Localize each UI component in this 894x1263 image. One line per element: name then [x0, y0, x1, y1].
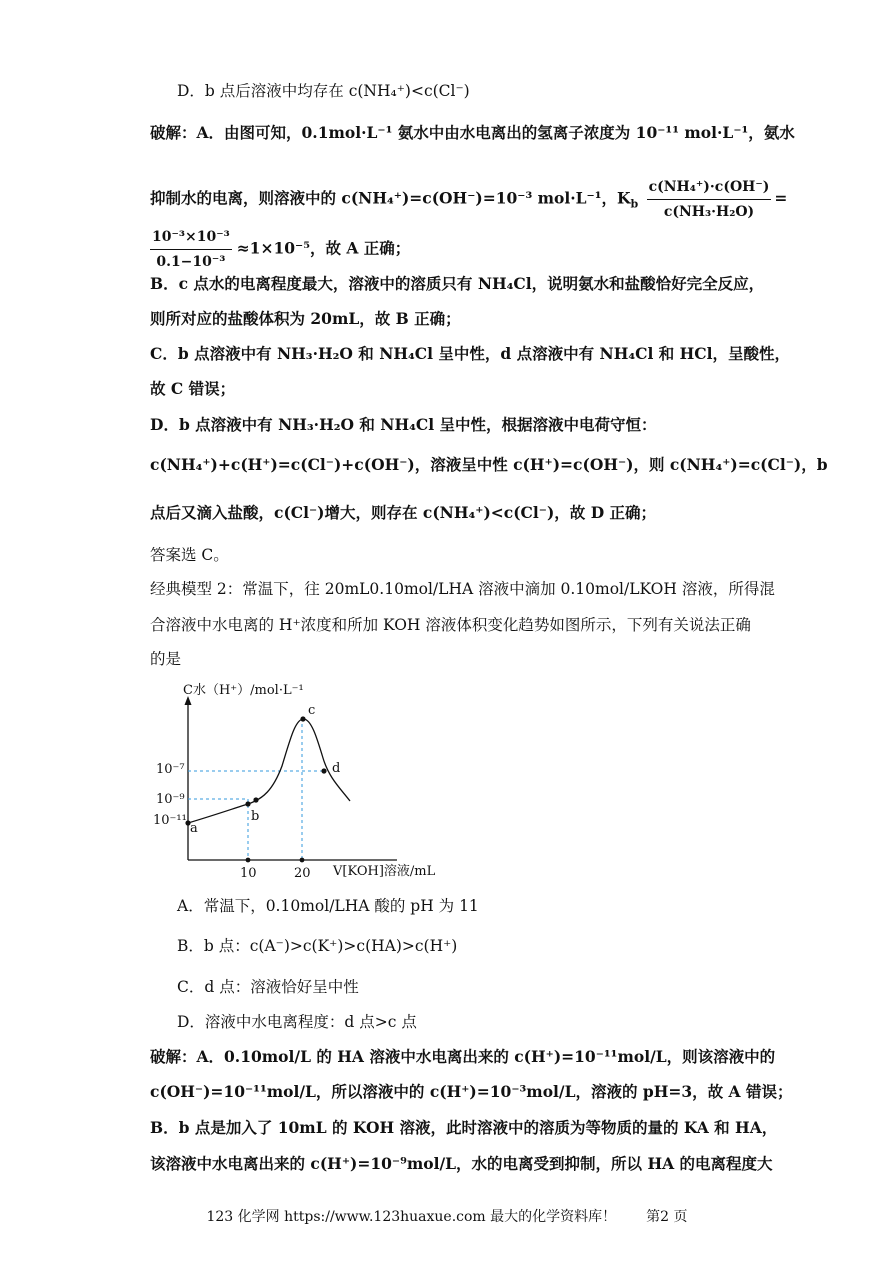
- x-axis-label: V[KOH]溶液/mL: [333, 864, 436, 879]
- kb-value-fraction: [150, 226, 232, 273]
- model2-question-line2: 合溶液中水电离的 H⁺浓度和所加 KOH 溶液体积变化趋势如图所示，下列有关说法正确: [150, 616, 751, 634]
- page-number: 第2 页: [646, 1209, 688, 1225]
- y-tick-1e-7: 10⁻⁷: [156, 762, 185, 777]
- y-axis-label: C水（H⁺）/mol·L⁻¹: [183, 683, 304, 698]
- solution1-a-line2-text: 抑制水的电离，则溶液中的 c(NH₄⁺)=c(OH⁻)=10⁻³ mol·L⁻¹，K: [150, 188, 631, 208]
- solution2-b-line1: B．b 点是加入了 10mL 的 KOH 溶液，此时溶液中的溶质为等物质的量的 KA 和 HA，: [150, 1118, 778, 1137]
- label-d: d: [332, 761, 341, 776]
- kb-subscript: b: [630, 197, 639, 211]
- label-c: c: [308, 703, 316, 718]
- solution1-d-line1: D．b 点溶液中有 NH₃·H₂O 和 NH₄Cl 呈中性，根据溶液中电荷守恒：: [150, 415, 657, 434]
- kb-denominator: c(NH₃·H₂O): [663, 204, 755, 220]
- solution1-a-line2: [150, 176, 787, 223]
- y-tick-1e-11: 10⁻¹¹: [153, 813, 187, 828]
- x-tick-20: 20: [294, 866, 311, 881]
- x-tick-10: 10: [240, 866, 257, 881]
- solution1-c-line2: 故 C 错误；: [150, 379, 236, 398]
- titration-chart: [145, 678, 475, 883]
- kb-equals: =: [774, 188, 788, 208]
- point-b2: [253, 797, 258, 802]
- solution2-b-line2: 该溶液中水电离出来的 c(H⁺)=10⁻⁹mol/L，水的电离受到抑制，所以 HA 的电离程度大: [150, 1154, 773, 1173]
- solution1-a-line3: [150, 226, 410, 273]
- solution1-b-line1: B．c 点水的电离程度最大，溶液中的溶质只有 NH₄Cl，说明氨水和盐酸恰好完全反应，: [150, 274, 765, 293]
- label-a: a: [190, 821, 198, 836]
- footer-text: 123 化学网 https://www.123huaxue.com 最大的化学资料库！: [206, 1209, 617, 1225]
- option-d: D．溶液中水电离程度：d 点>c 点: [177, 1013, 417, 1031]
- prev-option-d: D．b 点后溶液中均存在 c(NH₄⁺)<c(Cl⁻): [177, 82, 470, 100]
- kb-value-tail: ≈1×10⁻⁵，故 A 正确；: [236, 238, 411, 258]
- y-tick-1e-9: 10⁻⁹: [156, 792, 185, 807]
- kb-value-numerator: 10⁻³×10⁻³: [150, 226, 232, 250]
- option-a: A．常温下，0.10mol/LHA 酸的 pH 为 11: [177, 897, 479, 915]
- solution1-b-line2: 则所对应的盐酸体积为 20mL，故 B 正确；: [150, 309, 461, 328]
- point-b: [245, 801, 250, 806]
- solution1-a-line1: 破解：A．由图可知，0.1mol·L⁻¹ 氨水中由水电离出的氢离子浓度为 10⁻¹¹ mol·L⁻¹，氨水: [150, 123, 795, 142]
- solution2-a-line1: 破解：A．0.10mol/L 的 HA 溶液中水电离出来的 c(H⁺)=10⁻¹¹mol/L，则该溶液中的: [150, 1047, 776, 1066]
- solution1-d-line2: c(NH₄⁺)+c(H⁺)=c(Cl⁻)+c(OH⁻)，溶液呈中性 c(H⁺)=c(OH⁻)，则 c(NH₄⁺)=c(Cl⁻)，b: [150, 455, 828, 474]
- label-b: b: [251, 809, 260, 824]
- kb-numerator: c(NH₄⁺)·c(OH⁻): [647, 176, 772, 200]
- solution1-d-line3: 点后又滴入盐酸，c(Cl⁻)增大，则存在 c(NH₄⁺)<c(Cl⁻)，故 D 正确；: [150, 503, 657, 522]
- option-b: B．b 点：c(A⁻)>c(K⁺)>c(HA)>c(H⁺): [177, 937, 458, 955]
- answer-line: 答案选 C。: [150, 546, 229, 564]
- tick-dot-20: [300, 858, 305, 863]
- solution1-c-line1: C．b 点溶液中有 NH₃·H₂O 和 NH₄Cl 呈中性，d 点溶液中有 NH₄Cl 和 HCl，呈酸性，: [150, 344, 791, 363]
- point-d: [321, 768, 326, 773]
- tick-dot-10: [246, 858, 251, 863]
- model2-question-line3: 的是: [150, 650, 182, 668]
- kb-value-denominator: 0.1−10⁻³: [156, 254, 226, 270]
- kb-fraction: [647, 176, 772, 223]
- model2-question-line1: 经典模型 2：常温下，往 20mL0.10mol/LHA 溶液中滴加 0.10mol/LKOH 溶液，所得混: [150, 580, 775, 598]
- page-footer: [0, 1206, 894, 1226]
- option-c: C．d 点：溶液恰好呈中性: [177, 978, 359, 996]
- solution2-a-line2: c(OH⁻)=10⁻¹¹mol/L，所以溶液中的 c(H⁺)=10⁻³mol/L，溶液的 pH=3，故 A 错误；: [150, 1082, 793, 1101]
- point-c: [300, 716, 305, 721]
